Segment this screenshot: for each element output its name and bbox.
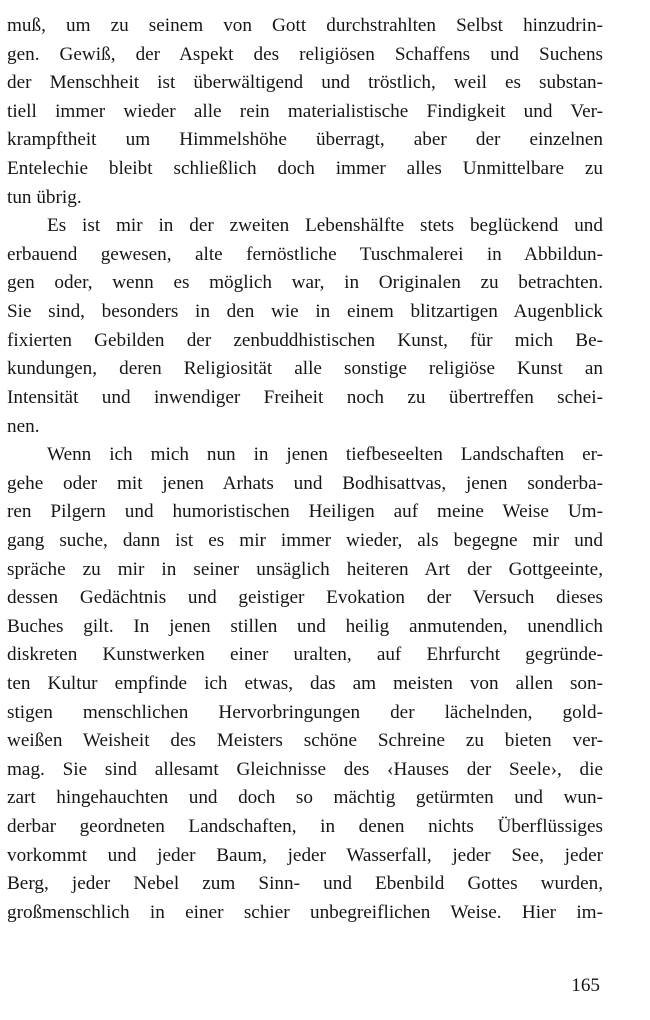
- text-line: dessen Gedächtnis und geistiger Evokation der Versuch dieses: [7, 587, 603, 609]
- text-line: Buches gilt. In jenen stillen und heilig anmutenden, unendlich: [7, 615, 603, 637]
- paragraph-3: [7, 441, 603, 927]
- text-line: Wenn ich mich nun in jenen tiefbeseelten Landschaften er-: [47, 444, 603, 466]
- text-line: gen. Gewiß, der Aspekt des religiösen Schaffens und Suchens: [7, 43, 603, 65]
- text-line: ten Kultur empfinde ich etwas, das am meisten von allen son-: [7, 673, 603, 695]
- text-line: mag. Sie sind allesamt Gleichnisse des ‹Hauses der Seele›, die: [7, 758, 603, 780]
- text-line: vorkommt und jeder Baum, jeder Wasserfall, jeder See, jeder: [7, 844, 603, 866]
- text-line: krampftheit um Himmelshöhe überragt, aber der einzelnen: [7, 129, 603, 151]
- text-line: kundungen, deren Religiosität alle sonstige religiöse Kunst an: [7, 358, 603, 380]
- text-line: gehe oder mit jenen Arhats und Bodhisattvas, jenen sonderba-: [7, 472, 603, 494]
- text-line: spräche zu mir in seiner unsäglich heiteren Art der Gottgeeinte,: [7, 558, 603, 580]
- text-line: tun übrig.: [7, 186, 82, 208]
- text-line: großmenschlich in einer schier unbegreiflichen Weise. Hier im-: [7, 901, 603, 923]
- text-line: der Menschheit ist überwältigend und tröstlich, weil es substan-: [7, 72, 603, 94]
- paragraph-2: [7, 212, 603, 441]
- text-line: gang suche, dann ist es mir immer wieder, als begegne mir und: [7, 529, 603, 551]
- text-line: diskreten Kunstwerken einer uralten, auf Ehrfurcht gegründe-: [7, 644, 603, 666]
- text-line: Intensität und inwendiger Freiheit noch zu übertreffen schei-: [7, 386, 603, 408]
- text-line: Entelechie bleibt schließlich doch immer alles Unmittelbare zu: [7, 158, 603, 180]
- text-line: fixierten Gebilden der zenbuddhistischen Kunst, für mich Be-: [7, 329, 603, 351]
- text-line: derbar geordneten Landschaften, in denen nichts Überflüssiges: [7, 816, 603, 838]
- text-line: Berg, jeder Nebel zum Sinn- und Ebenbild Gottes wurden,: [7, 873, 603, 895]
- text-line: erbauend gewesen, alte fernöstliche Tuschmalerei in Abbildun-: [7, 243, 603, 265]
- text-line: tiell immer wieder alle rein materialistische Findigkeit und Ver-: [7, 100, 603, 122]
- text-line: Sie sind, besonders in den wie in einem blitzartigen Augenblick: [7, 301, 603, 323]
- text-line: Es ist mir in der zweiten Lebenshälfte stets beglückend und: [47, 215, 603, 237]
- text-line: nen.: [7, 415, 40, 437]
- text-line: stigen menschlichen Hervorbringungen der lächelnden, gold-: [7, 701, 603, 723]
- text-line: ren Pilgern und humoristischen Heiligen auf meine Weise Um-: [7, 501, 603, 523]
- body-text: [7, 12, 603, 928]
- text-line: muß, um zu seinem von Gott durchstrahlten Selbst hinzudrin-: [7, 15, 603, 36]
- text-line: gen oder, wenn es möglich war, in Originalen zu betrachten.: [7, 272, 603, 294]
- paragraph-1: [7, 12, 603, 212]
- text-line: weißen Weisheit des Meisters schöne Schreine zu bieten ver-: [7, 730, 603, 752]
- page-number: 165: [571, 975, 600, 996]
- text-line: zart hingehauchten und doch so mächtig getürmten und wun-: [7, 787, 603, 809]
